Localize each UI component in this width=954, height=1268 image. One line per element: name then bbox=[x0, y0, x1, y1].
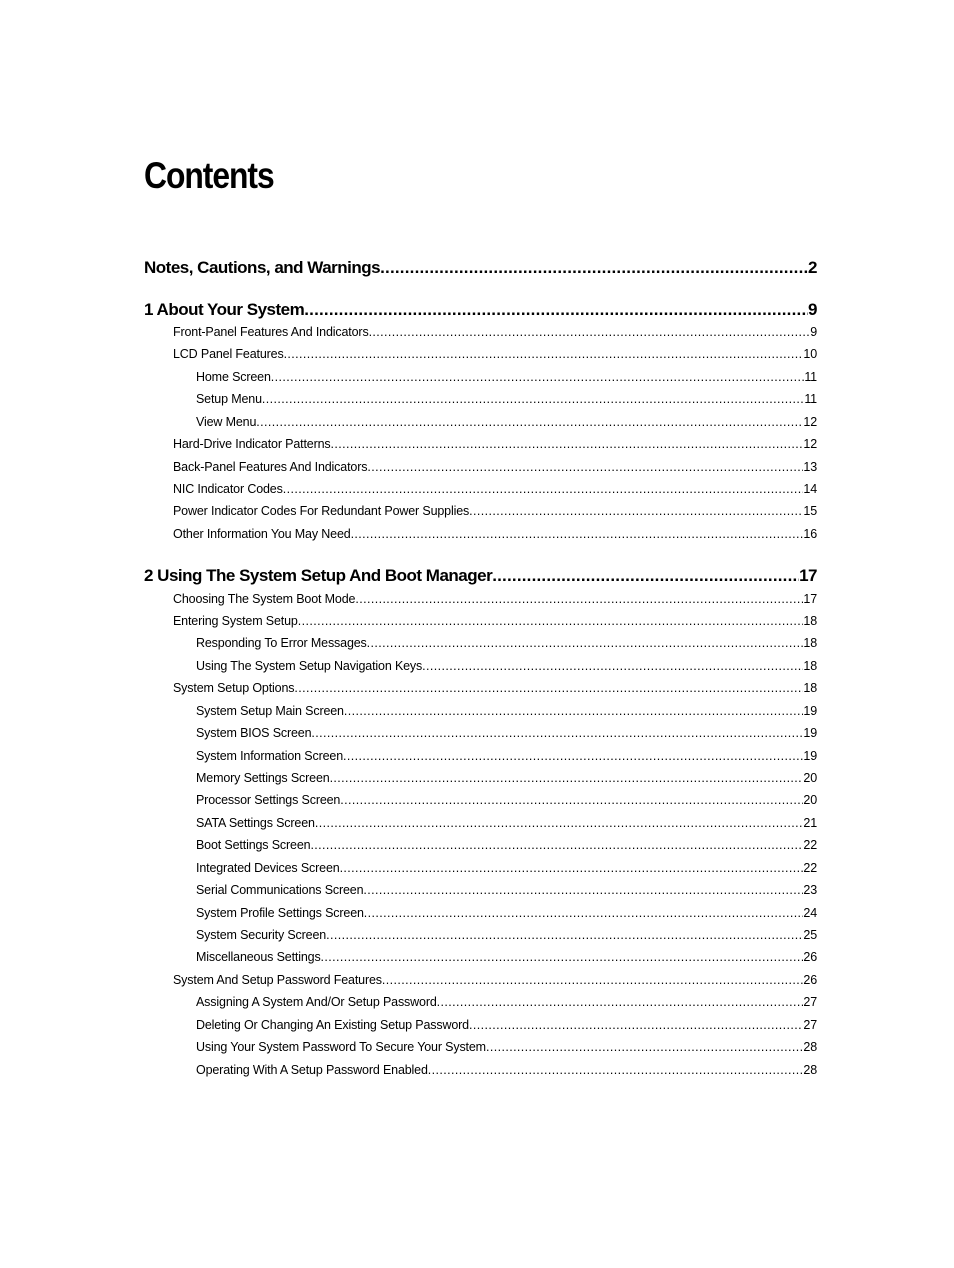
toc-entry-label: Power Indicator Codes For Redundant Power Supplies bbox=[173, 504, 470, 518]
toc-dot-leader bbox=[330, 769, 804, 787]
toc-dot-leader bbox=[469, 502, 803, 520]
toc-entry-label: Memory Settings Screen bbox=[196, 771, 330, 785]
toc-page-number: 24 bbox=[803, 906, 817, 920]
toc-entry[interactable] bbox=[173, 480, 817, 498]
toc-entry[interactable] bbox=[196, 769, 817, 787]
toc-entry-label: Operating With A Setup Password Enabled bbox=[196, 1063, 428, 1077]
toc-page-number: 18 bbox=[803, 614, 817, 628]
toc-entry-label: Notes, Cautions, and Warnings bbox=[144, 258, 381, 277]
toc-dot-leader bbox=[340, 791, 803, 809]
toc-entry[interactable] bbox=[196, 948, 817, 966]
toc-chapter-entry[interactable] bbox=[144, 299, 817, 321]
toc-dot-leader bbox=[271, 368, 805, 386]
toc-dot-leader bbox=[364, 904, 804, 922]
toc-entry[interactable] bbox=[173, 435, 817, 453]
toc-dot-leader bbox=[351, 525, 804, 543]
toc-page-number: 9 bbox=[810, 325, 817, 339]
toc-dot-leader bbox=[343, 747, 803, 765]
toc-dot-leader bbox=[492, 565, 799, 587]
toc-entry-label: LCD Panel Features bbox=[173, 347, 284, 361]
toc-entry[interactable] bbox=[196, 724, 817, 742]
toc-dot-leader bbox=[363, 881, 803, 899]
toc-entry[interactable] bbox=[173, 323, 817, 341]
toc-entry[interactable] bbox=[196, 368, 817, 386]
toc-entry-label: Processor Settings Screen bbox=[196, 793, 341, 807]
toc-dot-leader bbox=[380, 257, 808, 279]
toc-dot-leader bbox=[326, 926, 803, 944]
toc-entry[interactable] bbox=[173, 502, 817, 520]
toc-page-number: 27 bbox=[803, 995, 817, 1009]
toc-entry-label: Other Information You May Need bbox=[173, 527, 351, 541]
toc-page-number: 21 bbox=[803, 816, 817, 830]
toc-dot-leader bbox=[284, 345, 804, 363]
toc-entry-label: View Menu bbox=[196, 415, 257, 429]
toc-dot-leader bbox=[428, 1061, 804, 1079]
toc-page-number: 28 bbox=[803, 1063, 817, 1077]
toc-chapter-entry[interactable] bbox=[144, 257, 817, 279]
toc-page-number: 20 bbox=[803, 771, 817, 785]
toc-entry[interactable] bbox=[196, 390, 817, 408]
toc-page-number: 18 bbox=[803, 681, 817, 695]
toc-dot-leader bbox=[310, 836, 803, 854]
toc-page-number: 25 bbox=[803, 928, 817, 942]
toc-page-number: 28 bbox=[803, 1040, 817, 1054]
toc-dot-leader bbox=[321, 948, 804, 966]
toc-page-number: 19 bbox=[803, 704, 817, 718]
toc-page-number: 22 bbox=[803, 838, 817, 852]
toc-dot-leader bbox=[340, 859, 804, 877]
toc-entry-label: System Setup Options bbox=[173, 681, 295, 695]
toc-entry[interactable] bbox=[196, 814, 817, 832]
toc-page-number: 27 bbox=[803, 1018, 817, 1032]
toc-entry-label: 1 About Your System bbox=[144, 300, 305, 319]
toc-dot-leader bbox=[355, 590, 803, 608]
toc-dot-leader bbox=[311, 724, 803, 742]
toc-entry[interactable] bbox=[196, 413, 817, 431]
toc-dot-leader bbox=[344, 702, 804, 720]
toc-entry[interactable] bbox=[196, 904, 817, 922]
toc-page-number: 11 bbox=[804, 392, 817, 406]
toc-entry-label: System Information Screen bbox=[196, 749, 344, 763]
toc-entry-label: Using Your System Password To Secure Your System bbox=[196, 1040, 486, 1054]
toc-page-number: 19 bbox=[803, 726, 817, 740]
toc-entry[interactable] bbox=[196, 993, 817, 1011]
toc-dot-leader bbox=[315, 814, 804, 832]
toc-page-number: 16 bbox=[803, 527, 817, 541]
toc-entry-label: System BIOS Screen bbox=[196, 726, 312, 740]
toc-dot-leader bbox=[469, 1016, 803, 1034]
toc-dot-leader bbox=[486, 1038, 803, 1056]
toc-entry-label: Setup Menu bbox=[196, 392, 262, 406]
toc-entry[interactable] bbox=[196, 1038, 817, 1056]
toc-entry[interactable] bbox=[196, 657, 817, 675]
toc-entry-label: Entering System Setup bbox=[173, 614, 298, 628]
toc-page-number: 17 bbox=[803, 592, 817, 606]
toc-entry-label: System Setup Main Screen bbox=[196, 704, 344, 718]
toc-page-number: 2 bbox=[808, 258, 817, 277]
toc-entry-label: Deleting Or Changing An Existing Setup Password bbox=[196, 1018, 469, 1032]
toc-page-number: 18 bbox=[803, 659, 817, 673]
toc-page-number: 13 bbox=[803, 460, 817, 474]
toc-entry[interactable] bbox=[196, 791, 817, 809]
toc-entry-label: Hard-Drive Indicator Patterns bbox=[173, 437, 331, 451]
toc-entry[interactable] bbox=[196, 836, 817, 854]
toc-dot-leader bbox=[283, 480, 804, 498]
toc-entry-label: SATA Settings Screen bbox=[196, 816, 315, 830]
toc-page-number: 20 bbox=[803, 793, 817, 807]
toc-dot-leader bbox=[437, 993, 804, 1011]
toc-entry[interactable] bbox=[173, 345, 817, 363]
toc-page-number: 14 bbox=[803, 482, 817, 496]
toc-page-number: 18 bbox=[803, 636, 817, 650]
toc-entry-label: Miscellaneous Settings bbox=[196, 950, 321, 964]
toc-dot-leader bbox=[304, 299, 808, 321]
toc-entry-label: Choosing The System Boot Mode bbox=[173, 592, 356, 606]
toc-dot-leader bbox=[382, 971, 803, 989]
toc-entry[interactable] bbox=[173, 590, 817, 608]
toc-dot-leader bbox=[262, 390, 804, 408]
toc-page-number: 22 bbox=[803, 861, 817, 875]
toc-page-number: 17 bbox=[799, 566, 817, 585]
toc-page-number: 19 bbox=[803, 749, 817, 763]
toc-entry-label: Home Screen bbox=[196, 370, 271, 384]
toc-dot-leader bbox=[367, 634, 804, 652]
toc-dot-leader bbox=[422, 657, 803, 675]
toc-dot-leader bbox=[369, 323, 811, 341]
toc-page-number: 12 bbox=[803, 415, 817, 429]
toc-entry-label: Assigning A System And/Or Setup Password bbox=[196, 995, 437, 1009]
toc-entry-label: Responding To Error Messages bbox=[196, 636, 367, 650]
toc-entry-label: Boot Settings Screen bbox=[196, 838, 311, 852]
toc-entry[interactable] bbox=[196, 1016, 817, 1034]
toc-entry[interactable] bbox=[196, 859, 817, 877]
page-title: Contents bbox=[144, 155, 274, 196]
toc-entry[interactable] bbox=[196, 926, 817, 944]
toc-entry[interactable] bbox=[196, 881, 817, 899]
toc-page-number: 26 bbox=[803, 973, 817, 987]
toc-entry[interactable] bbox=[173, 612, 817, 630]
toc-page-number: 11 bbox=[804, 370, 817, 384]
toc-entry[interactable] bbox=[173, 679, 817, 697]
toc-page-number: 26 bbox=[803, 950, 817, 964]
toc-entry[interactable] bbox=[196, 747, 817, 765]
toc-entry[interactable] bbox=[173, 525, 817, 543]
toc-entry-label: Integrated Devices Screen bbox=[196, 861, 340, 875]
toc-page-number: 12 bbox=[803, 437, 817, 451]
toc-dot-leader bbox=[294, 679, 803, 697]
toc-entry-label: 2 Using The System Setup And Boot Manager bbox=[144, 566, 493, 585]
toc-entry-label: NIC Indicator Codes bbox=[173, 482, 283, 496]
toc-page-number: 23 bbox=[803, 883, 817, 897]
toc-entry[interactable] bbox=[196, 1061, 817, 1079]
toc-entry[interactable] bbox=[173, 458, 817, 476]
toc-dot-leader bbox=[298, 612, 804, 630]
toc-entry[interactable] bbox=[196, 702, 817, 720]
toc-dot-leader bbox=[256, 413, 803, 431]
toc-entry-label: System Profile Settings Screen bbox=[196, 906, 364, 920]
toc-page-number: 10 bbox=[803, 347, 817, 361]
toc-dot-leader bbox=[367, 458, 803, 476]
toc-entry-label: System Security Screen bbox=[196, 928, 327, 942]
toc-page-number: 15 bbox=[803, 504, 817, 518]
toc-entry-label: Serial Communications Screen bbox=[196, 883, 364, 897]
toc-entry-label: Using The System Setup Navigation Keys bbox=[196, 659, 423, 673]
toc-page-number: 9 bbox=[808, 300, 817, 319]
toc-entry-label: Back-Panel Features And Indicators bbox=[173, 460, 368, 474]
toc-chapter-entry[interactable] bbox=[144, 565, 817, 587]
toc-entry-label: Front-Panel Features And Indicators bbox=[173, 325, 369, 339]
toc-entry[interactable] bbox=[196, 634, 817, 652]
toc-entry[interactable] bbox=[173, 971, 817, 989]
toc-entry-label: System And Setup Password Features bbox=[173, 973, 382, 987]
toc-dot-leader bbox=[331, 435, 804, 453]
